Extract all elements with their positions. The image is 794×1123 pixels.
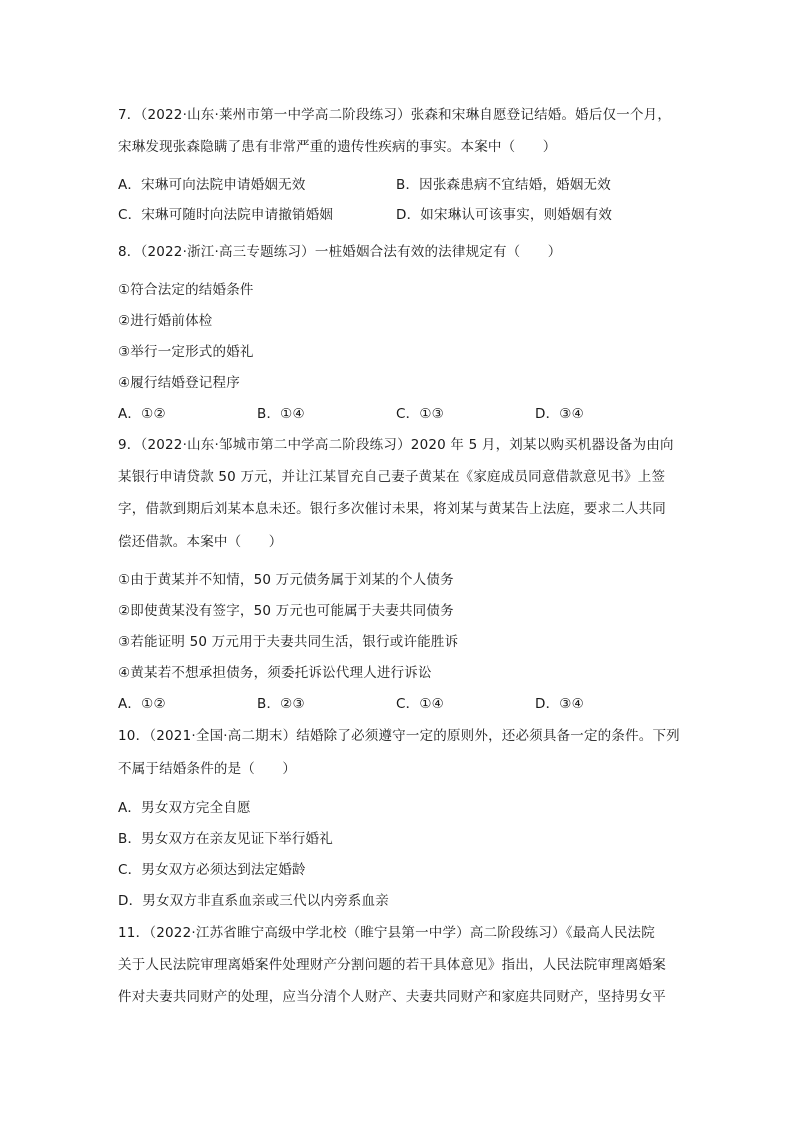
q9-option-d: D．③④ bbox=[535, 696, 584, 712]
q9-stem-line-4: 偿还借款。本案中（ ） bbox=[118, 534, 283, 550]
q10-option-b: B．男女双方在亲友见证下举行婚礼 bbox=[118, 831, 333, 847]
q7-stem-line-2: 宋琳发现张森隐瞒了患有非常严重的遗传性疾病的事实。本案中（ ） bbox=[118, 139, 557, 155]
q7-option-c: C．宋琳可随时向法院申请撤销婚姻 bbox=[118, 207, 334, 223]
q7-option-b: B．因张森患病不宜结婚，婚姻无效 bbox=[396, 177, 611, 193]
q10-stem-line-2: 不属于结婚条件的是（ ） bbox=[118, 761, 297, 777]
q10-stem-line-1: 10．（2021·全国·高二期末）结婚除了必须遵守一定的原则外，还必须具备一定的条件。下列 bbox=[118, 728, 680, 744]
q7-option-d: D．如宋琳认可该事实，则婚姻有效 bbox=[396, 207, 613, 223]
q10-option-a: A．男女双方完全自愿 bbox=[118, 800, 251, 816]
q11-stem-line-3: 件对夫妻共同财产的处理，应当分清个人财产、夫妻共同财产和家庭共同财产，坚持男女平 bbox=[118, 989, 666, 1005]
q9-item-1: ①由于黄某并不知情，50 万元债务属于刘某的个人债务 bbox=[118, 572, 454, 588]
q8-item-2: ②进行婚前体检 bbox=[118, 313, 213, 329]
q9-option-b: B．②③ bbox=[257, 696, 305, 712]
q9-option-a: A．①② bbox=[118, 696, 166, 712]
q8-item-3: ③举行一定形式的婚礼 bbox=[118, 344, 254, 360]
q10-option-c: C．男女双方必须达到法定婚龄 bbox=[118, 862, 306, 878]
q8-option-c: C．①③ bbox=[396, 406, 444, 422]
q8-option-b: B．①④ bbox=[257, 406, 305, 422]
q7-option-a: A．宋琳可向法院申请婚姻无效 bbox=[118, 177, 306, 193]
q8-item-1: ①符合法定的结婚条件 bbox=[118, 282, 254, 298]
q9-stem-line-3: 字，借款到期后刘某本息未还。银行多次催讨未果，将刘某与黄某告上法庭，要求二人共同 bbox=[118, 501, 666, 517]
q8-item-4: ④履行结婚登记程序 bbox=[118, 375, 240, 391]
q7-stem-line-1: 7．（2022·山东·莱州市第一中学高二阶段练习）张森和宋琳自愿登记结婚。婚后仅一个月， bbox=[118, 107, 672, 123]
q9-item-4: ④黄某若不想承担债务，须委托诉讼代理人进行诉讼 bbox=[118, 665, 432, 681]
q9-stem-line-1: 9．（2022·山东·邹城市第二中学高二阶段练习）2020 年 5 月，刘某以购买机器设备为由向 bbox=[118, 437, 674, 453]
q8-stem-line-1: 8．（2022·浙江·高三专题练习）一桩婚姻合法有效的法律规定有（ ） bbox=[118, 244, 562, 260]
q11-stem-line-1: 11．（2022·江苏省睢宁高级中学北校（睢宁县第一中学）高二阶段练习）《最高人民法院 bbox=[118, 925, 655, 941]
q9-item-3: ③若能证明 50 万元用于夫妻共同生活，银行或许能胜诉 bbox=[118, 634, 459, 650]
q10-option-d: D．男女双方非直系血亲或三代以内旁系血亲 bbox=[118, 893, 389, 909]
q11-stem-line-2: 关于人民法院审理离婚案件处理财产分割问题的若干具体意见》指出，人民法院审理离婚案 bbox=[118, 957, 666, 973]
q9-stem-line-2: 某银行申请贷款 50 万元，并让江某冒充自己妻子黄某在《家庭成员同意借款意见书》上签 bbox=[118, 469, 666, 485]
q9-item-2: ②即使黄某没有签字，50 万元也可能属于夫妻共同债务 bbox=[118, 603, 454, 619]
q9-option-c: C．①④ bbox=[396, 696, 444, 712]
q8-option-a: A．①② bbox=[118, 406, 166, 422]
q8-option-d: D．③④ bbox=[535, 406, 584, 422]
